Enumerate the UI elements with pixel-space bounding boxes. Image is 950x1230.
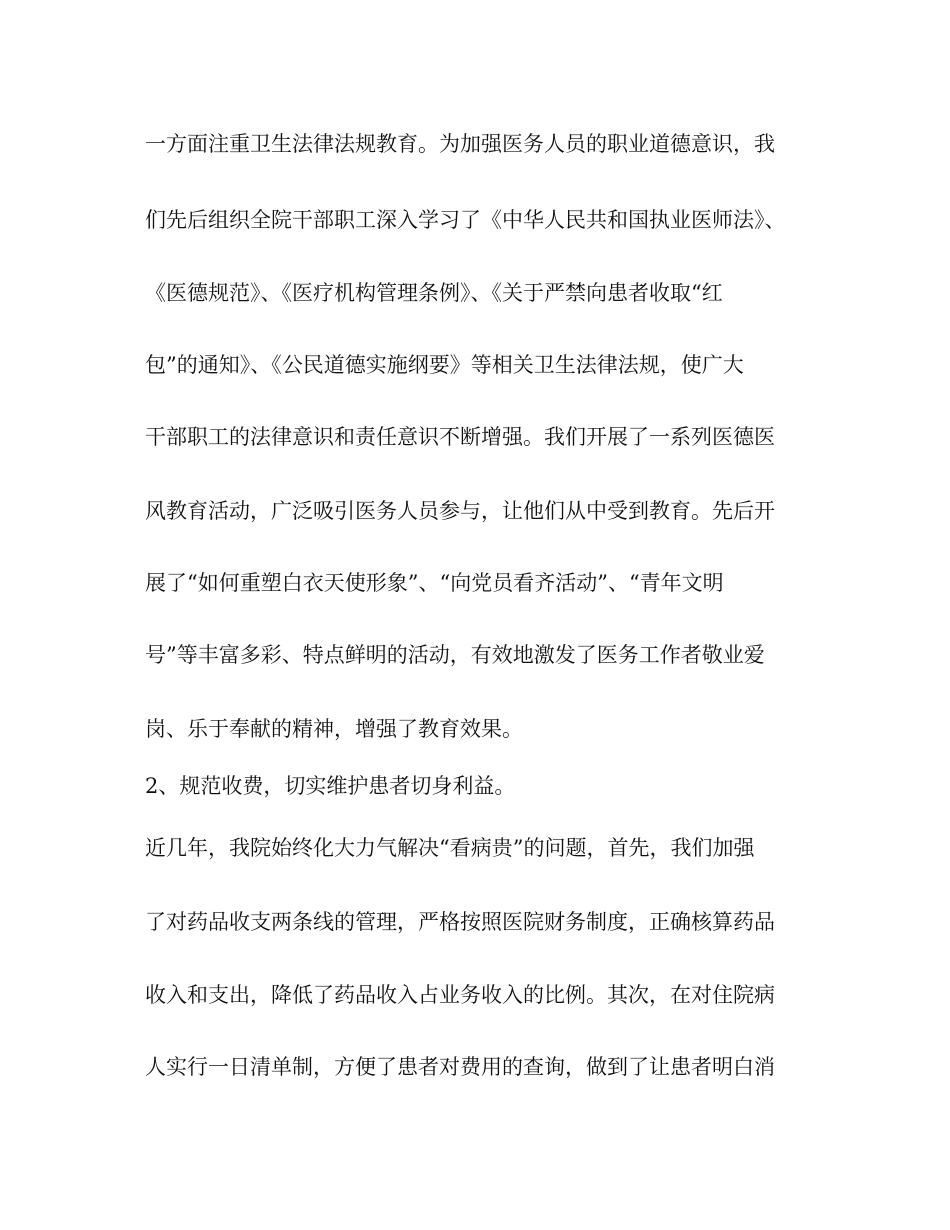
text-line: 展了“如何重塑白衣天使形象”、“向党员看齐活动”、“青年文明 bbox=[145, 571, 724, 595]
section-heading: 2、规范收费，切实维护患者切身利益。 bbox=[145, 774, 516, 798]
text-line: 《医德规范》、《医疗机构管理条例》、《关于严禁向患者收取“红 bbox=[145, 281, 723, 305]
text-line: 干部职工的法律意识和责任意识不断增强。我们开展了一系列医德医 bbox=[145, 425, 775, 449]
text-line: 号”等丰富多彩、特点鲜明的活动，有效地激发了医务工作者敬业爱 bbox=[145, 643, 765, 667]
text-line: 一方面注重卫生法律法规教育。为加强医务人员的职业道德意识，我 bbox=[145, 132, 775, 156]
text-line: 岗、乐于奉献的精神，增强了教育效果。 bbox=[145, 717, 523, 741]
text-line: 们先后组织全院干部职工深入学习了《中华人民共和国执业医师法》、 bbox=[145, 208, 786, 232]
text-line: 了对药品收支两条线的管理，严格按照医院财务制度，正确核算药品 bbox=[145, 910, 775, 934]
text-line: 收入和支出，降低了药品收入占业务收入的比例。其次，在对住院病 bbox=[145, 983, 775, 1007]
text-line: 近几年，我院始终化大力气解决“看病贵”的问题，首先，我们加强 bbox=[145, 836, 755, 860]
text-line: 风教育活动，广泛吸引医务人员参与，让他们从中受到教育。先后开 bbox=[145, 499, 775, 523]
text-line: 人实行一日清单制，方便了患者对费用的查询，做到了让患者明白消 bbox=[145, 1055, 775, 1079]
text-line: 包”的通知》、《公民道德实施纲要》等相关卫生法律法规，使广大 bbox=[145, 353, 744, 377]
